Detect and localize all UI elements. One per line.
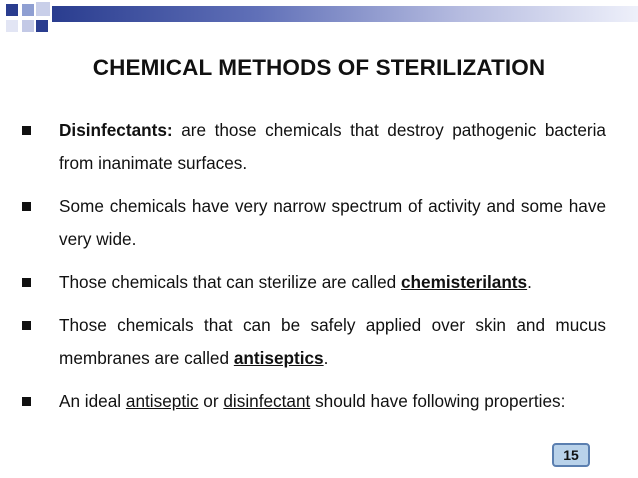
bullet-post: .: [323, 348, 329, 368]
bullet-mid: or: [198, 391, 224, 411]
deco-square: [6, 20, 18, 32]
deco-square: [6, 4, 18, 16]
square-bullet-icon: [22, 278, 31, 287]
header-decoration: [0, 0, 638, 40]
slide-title: CHEMICAL METHODS OF STERILIZATION: [92, 55, 546, 80]
square-bullet-icon: [22, 321, 31, 330]
bullet-text: [59, 114, 606, 180]
bullet-term: antiseptics: [233, 348, 324, 368]
bullet-text: [59, 385, 606, 418]
bullet-item: [22, 309, 606, 375]
header-band: [52, 6, 638, 22]
bullet-item: [22, 114, 606, 180]
bullet-term: disinfectant: [223, 391, 311, 411]
square-bullet-icon: [22, 397, 31, 406]
bullet-pre: Those chemicals that can sterilize are called: [59, 272, 401, 292]
deco-square: [36, 20, 48, 32]
bullet-pre: Those chemicals that can be safely applied over skin and mucus membranes are called: [59, 315, 606, 368]
bullet-item: [22, 266, 606, 299]
square-bullet-icon: [22, 202, 31, 211]
bullet-item: [22, 190, 606, 256]
bullet-lead: Disinfectants:: [59, 120, 173, 140]
bullet-text: [59, 309, 606, 375]
bullet-item: [22, 385, 606, 418]
bullet-post: should have following properties:: [310, 391, 566, 411]
bullet-text: Some chemicals have very narrow spectrum of activity and some have very wide.: [59, 196, 606, 249]
bullet-post: .: [527, 272, 532, 292]
page-number-badge: 15: [552, 443, 590, 467]
deco-square: [22, 4, 34, 16]
deco-square: [22, 20, 34, 32]
bullet-term: antiseptic: [125, 391, 199, 411]
bullet-term: chemisterilants: [401, 272, 528, 292]
bullet-text: [59, 266, 606, 299]
bullet-list: [22, 114, 606, 428]
deco-square: [36, 2, 50, 16]
bullet-pre: An ideal: [59, 391, 126, 411]
bullet-rest: are those chemicals that destroy pathogenic bacteria from inanimate surfaces.: [59, 120, 606, 173]
square-bullet-icon: [22, 126, 31, 135]
